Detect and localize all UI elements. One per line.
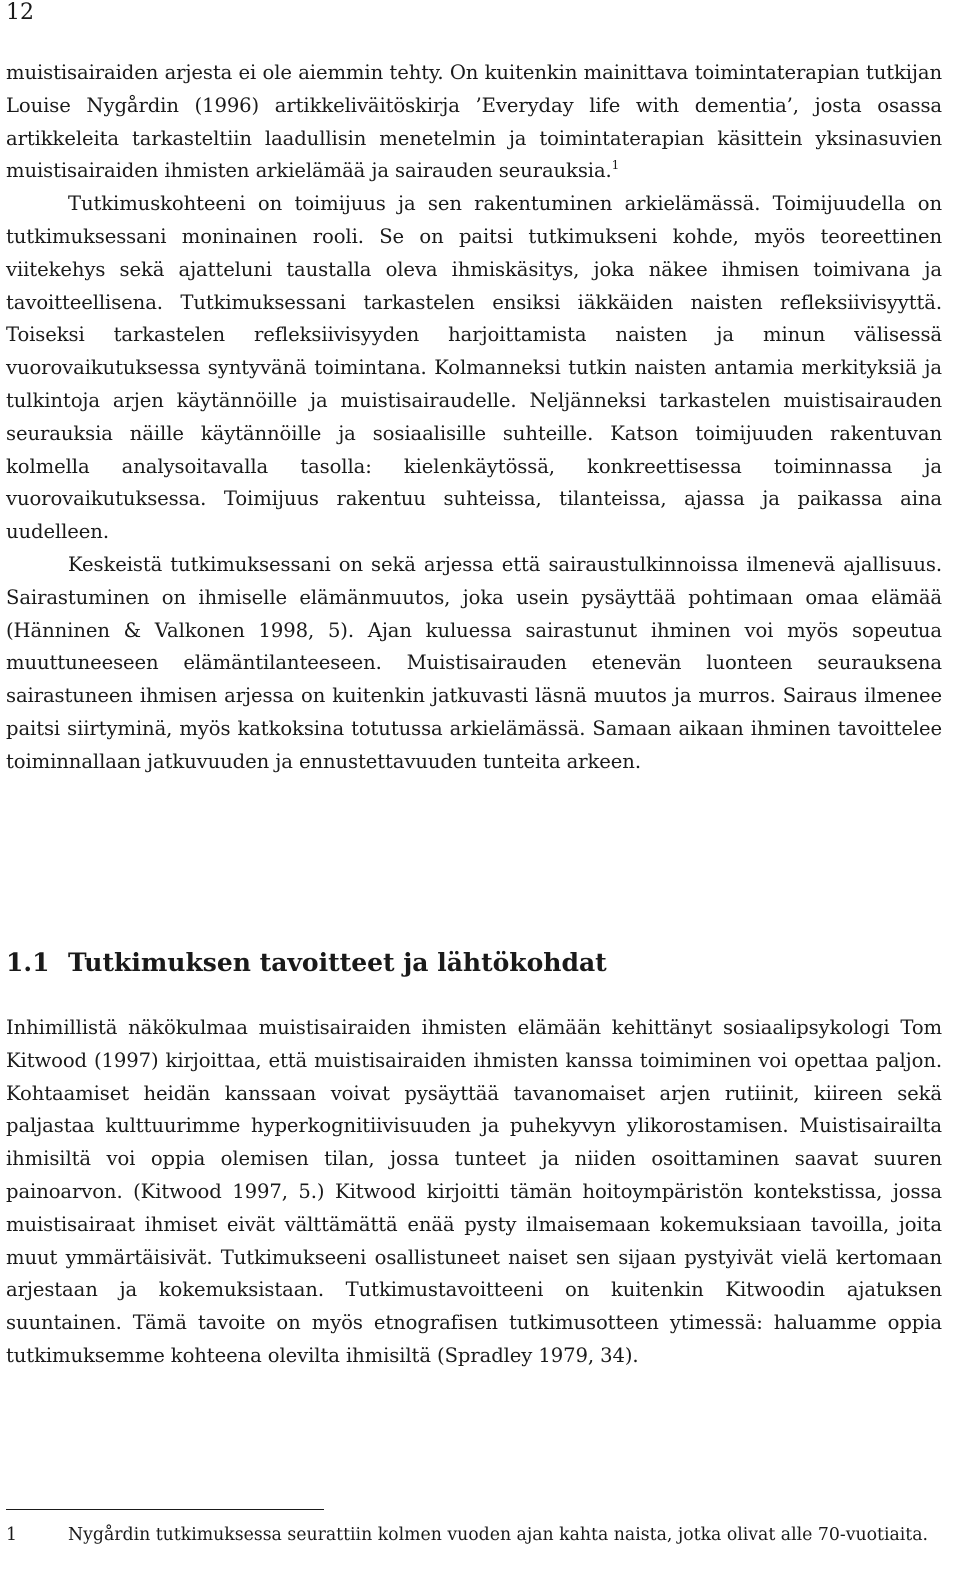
page-number: 12 (6, 0, 34, 25)
paragraph: Keskeistä tutkimuksessani on sekä arjessa että sairaustulkinnoissa ilmenevä ajallisuus. Sairastuminen on ihmiselle elämänmuutos, joka usein pysäyttää pohtimaan omaa elämää (Hänninen & Valkonen 1998, 5). Ajan kuluessa sairastunut ihminen voi myös sopeutua muuttuneeseen elämäntilanteeseen. Muistisairauden etenevän luonteen seurauksena sairastuneen ihmisen arjessa on kuitenkin jatkuvasti läsnä muutos ja murros. Sairaus ilmenee paitsi siirtyminä, myös katkoksina totutussa arkielämässä. Samaan aikaan ihminen tavoittelee toiminnallaan jatkuvuuden ja ennustettavuuden tunteita arkeen. (6, 552, 942, 773)
intro-section (6, 57, 942, 779)
footnote-reference[interactable]: 1 (611, 158, 620, 173)
paragraph-text: muistisairaiden arjesta ei ole aiemmin tehty. On kuitenkin mainittava toimintaterapian tutkijan Louise Nygårdin (1996) artikkeliväitöskirja ’Everyday life with dementia’, josta osassa artikkeleita tarkasteltiin laadullisin menetelmin ja toimintaterapian käsittein yksinasuvien muistisairaiden ihmisten arkielämää ja sairauden seurauksia. (6, 61, 942, 183)
section-title: Tutkimuksen tavoitteet ja lähtökohdat (68, 948, 607, 977)
section-number: 1.1 (6, 948, 50, 977)
footnote-text: Nygårdin tutkimuksessa seurattiin kolmen vuoden ajan kahta naista, jotka olivat alle 70-vuotiaita. (68, 1525, 929, 1545)
footnote (6, 1523, 942, 1548)
footnote-divider (6, 1509, 324, 1510)
paragraph (6, 57, 942, 188)
section-body (6, 1012, 942, 1373)
paragraph: Inhimillistä näkökulmaa muistisairaiden ihmisten elämään kehittänyt sosiaalipsykologi Tom Kitwood (1997) kirjoittaa, että muistisairaiden ihmisten kanssa toimiminen voi opettaa paljon. Kohtaamiset heidän kanssaan voivat pysäyttää tavanomaiset arjen rutiinit, kiireen sekä paljastaa kulttuurimme hyperkognitiivisuuden ja puhekyvyn ylikorostamisen. Muistisairailta ihmisiltä voi oppia olemisen tilan, jossa tunteet ja niiden osoittaminen saavat suuren painoarvon. (Kitwood 1997, 5.) Kitwood kirjoitti tämän hoitoympäristön kontekstissa, jossa muistisairaat ihmiset eivät välttämättä enää pysty ilmaisemaan kokemuksiaan tavoilla, joita muut ymmärtäisivät. Tutkimukseeni osallistuneet naiset sen sijaan pystyivät vielä kertomaan arjestaan ja kokemuksistaan. Tutkimustavoitteeni on kuitenkin Kitwoodin ajatuksen suuntainen. Tämä tavoite on myös etnografisen tutkimusotteen ytimessä: haluamme oppia tutkimuksemme kohteena olevilta ihmisiltä (Spradley 1979, 34). (6, 1016, 942, 1367)
footnote-marker: 1 (6, 1525, 17, 1545)
paragraph: Tutkimuskohteeni on toimijuus ja sen rakentuminen arkielämässä. Toimijuudella on tutkimuksessani moninainen rooli. Se on paitsi tutkimukseni kohde, myös teoreettinen viitekehys sekä ajatteluni taustalla oleva ihmiskäsitys, joka näkee ihmisen toimivana ja tavoitteellisena. Tutkimuksessani tarkastelen ensiksi iäkkäiden naisten refleksiivisyyttä. Toiseksi tarkastelen refleksiivisyyden harjoittamista naisten ja minun välisessä vuorovaikutuksessa syntyvänä toimintana. Kolmanneksi tutkin naisten antamia merkityksiä ja tulkintoja arjen käytännöille ja muistisairaudelle. Neljänneksi tarkastelen muistisairauden seurauksia näille käytännöille ja sosiaalisille suhteille. Katson toimijuuden rakentuvan kolmella analysoitavalla tasolla: kielenkäytössä, konkreettisessa toiminnassa ja vuorovaikutuksessa. Toimijuus rakentuu suhteissa, tilanteissa, ajassa ja paikassa aina uudelleen. (6, 192, 942, 544)
section-heading (6, 943, 607, 983)
